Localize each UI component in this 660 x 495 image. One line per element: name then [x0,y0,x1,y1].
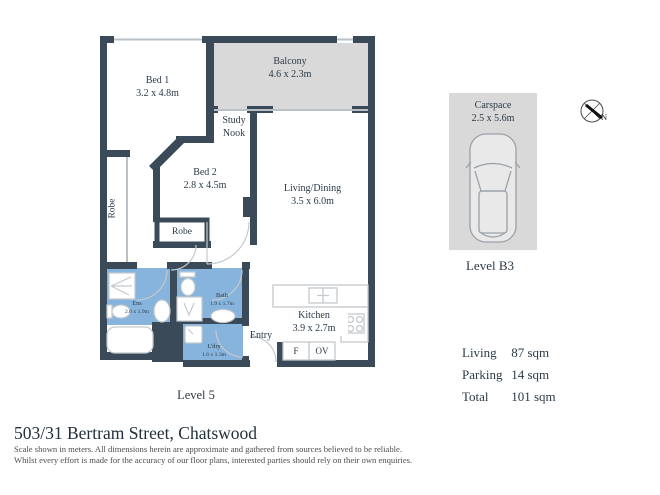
compass-north-label: N [601,112,608,122]
window-bed1 [114,39,202,41]
living-dining-name: Living/Dining [283,183,342,194]
car-body [470,134,516,242]
bath-basin-icon [211,310,235,323]
study-nook-label [210,114,258,140]
balcony-label [230,55,350,81]
entry-label: Entry [249,330,273,341]
carspace-dims: 2.5 x 5.6m [471,113,515,124]
living-dining-label [255,182,370,208]
compass-icon [581,100,603,122]
level5-label: Level 5 [177,388,215,402]
kitchen-name: Kitchen [298,310,330,321]
living-dining-dims: 3.5 x 6.0m [291,196,334,207]
area-parking-label: Parking [462,367,503,382]
laundry-label [190,343,238,359]
carspace-label [453,99,533,125]
disclaimer-line2: Whilst every effort is made for the accuracy of our floor plans, interested parties should rely on their own enquiries. [14,454,413,465]
bathroom-name: Bath [216,292,228,299]
area-parking-value: 14 sqm [511,367,550,382]
bed1-dims: 3.2 x 4.8m [136,88,179,99]
bathroom-label [198,292,246,308]
disclaimer-line1: Scale shown in meters. All dimensions herein are approximate and gathered from sources believed to be reliable. [14,444,403,454]
kitchen-dims: 3.9 x 2.7m [292,323,336,334]
wall-hall-ens1 [100,262,137,269]
compass-needle [586,105,602,118]
balcony-dims: 4.6 x 2.3m [268,69,312,80]
bathtub-icon [107,327,153,353]
property-address: 503/31 Bertram Street, Chatswood [14,423,258,443]
washer-icon [185,326,202,343]
window-balcony [337,39,353,41]
ensuite-label [112,300,162,316]
bed2-dims: 2.8 x 4.5m [183,180,227,191]
area-living-label: Living [462,345,497,360]
wall-bottom-left-seg [183,360,250,367]
balcony-slider-line [214,109,368,111]
bed2-door-arc [207,222,249,264]
carspace-name: Carspace [474,100,512,111]
balcony-name: Balcony [273,56,307,67]
area-row-living [462,342,556,364]
laundry-name: L'dry [207,343,221,350]
wall-block-laundry [152,322,183,362]
robe-corridor-label: Robe [107,198,118,219]
area-living-value: 87 sqm [511,345,550,360]
ensuite-dims: 2.6 x 1.9m [125,309,149,315]
bed1-name: Bed 1 [145,75,170,86]
bed1-label [105,74,210,100]
ensuite-name: Ens [132,300,142,307]
area-row-parking [462,364,556,386]
laundry-dims: 1.6 x 1.3m [202,352,226,358]
study-nook-line2: Nook [222,128,246,139]
bed2-name: Bed 2 [193,167,217,178]
bathroom-dims: 1.9 x 1.7m [210,301,234,307]
robe-slider-line [126,157,128,262]
wall-laundry-corner [242,356,249,362]
study-nook-line1: Study [222,115,246,126]
wall-robe-top [100,150,130,157]
wall-bottom-right-seg [277,360,375,367]
area-total-label: Total [462,389,489,404]
levelb3-label: Level B3 [465,258,514,273]
fridge-label: F [293,346,299,356]
bath-toilet-tank [180,272,195,277]
wall-ens-bath [170,262,177,325]
kitchen-label [280,308,348,336]
robe-box-label: Robe [171,227,193,237]
bed2-label [150,166,260,192]
bath-toilet-icon [181,279,195,296]
car-icon [466,134,520,242]
area-summary [462,342,556,408]
area-row-total [462,386,556,408]
area-total-value: 101 sqm [511,389,556,404]
oven-label: OV [315,346,329,356]
